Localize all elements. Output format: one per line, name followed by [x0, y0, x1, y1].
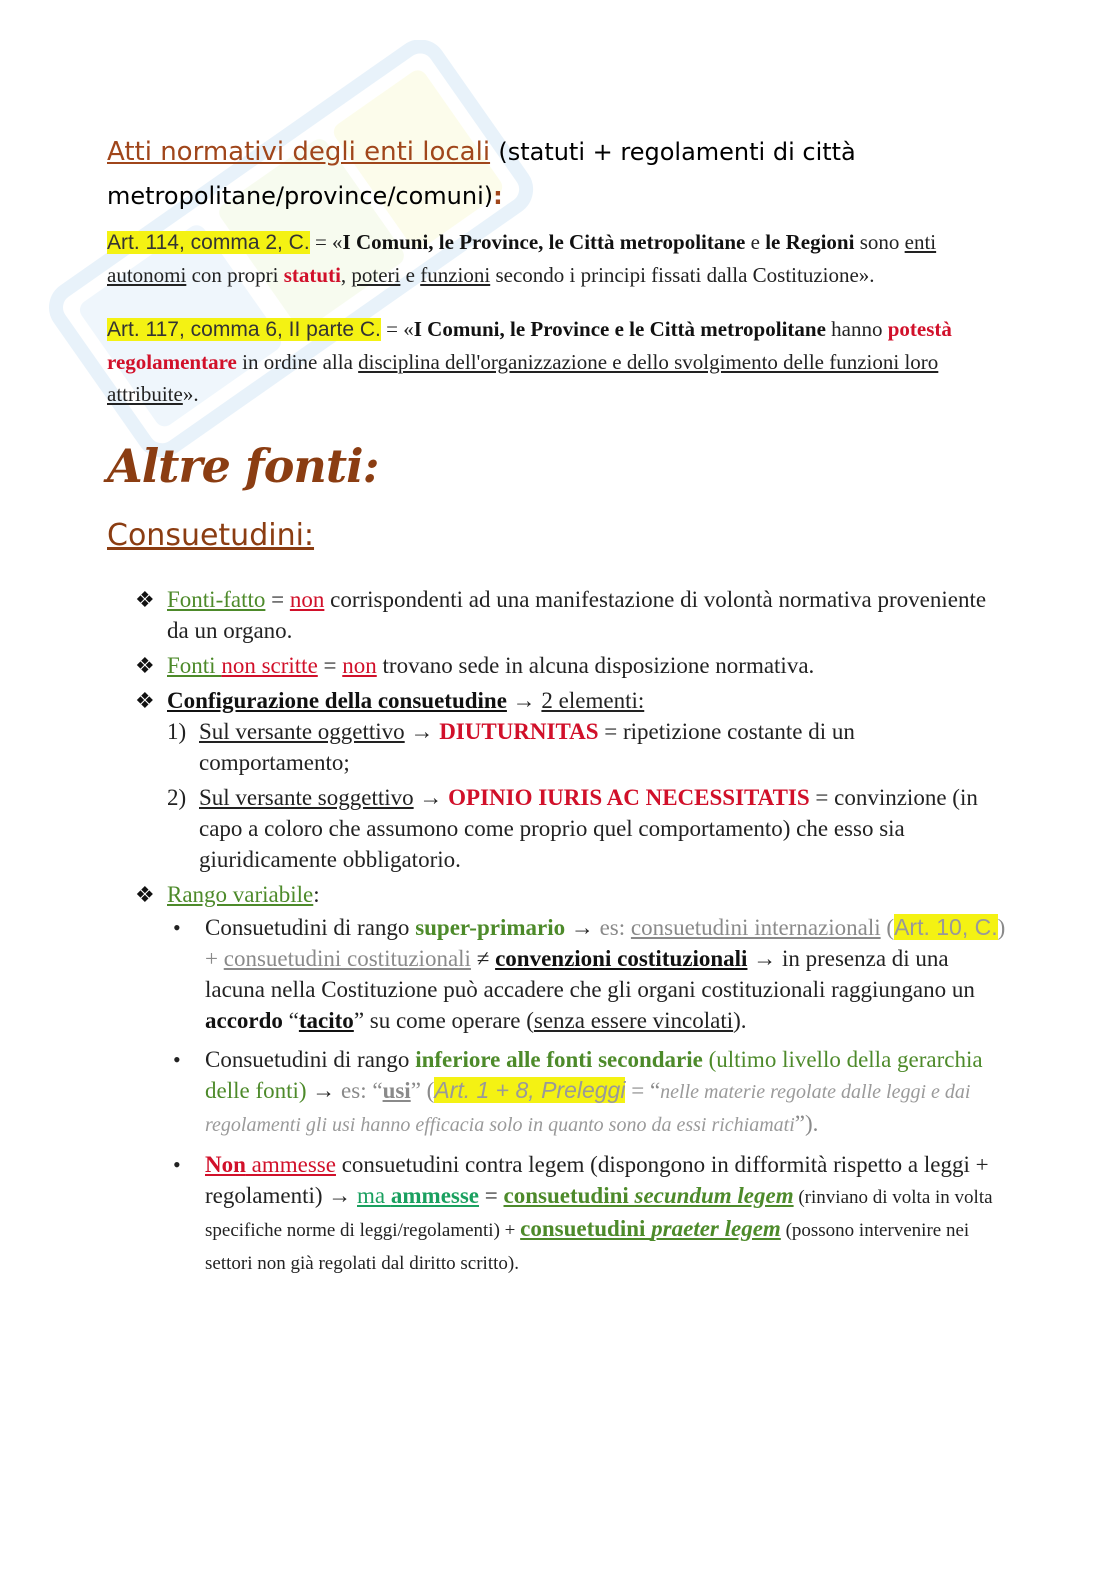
- heading-altre-fonti: Altre fonti:: [107, 439, 379, 493]
- list-item: ❖ Rango variabile:: [107, 879, 1007, 910]
- diamond-bullet-icon: ❖: [135, 587, 155, 612]
- dot-bullet-icon: •: [173, 1047, 181, 1072]
- heading-consuetudini: Consuetudini:: [107, 518, 315, 553]
- list-item: ❖ Configurazione della consuetudine → 2 elementi:: [107, 685, 1007, 716]
- diamond-bullet-icon: ❖: [135, 653, 155, 678]
- list-item: • Consuetudini di rango super-primario → es: consuetudini internazionali (Art. 10, C.) + consuetudini costituzionali ≠ convenzioni costituzionali → in presenza di una lacuna nella Costituzione può accadere che gli organi costituzionali raggiungano un accordo “tacito” su come operare (senza essere vincolati).: [173, 914, 1006, 1033]
- diamond-bullet-icon: ❖: [135, 688, 155, 713]
- list-item: ❖ Fonti non scritte = non trovano sede in alcuna disposizione normativa.: [107, 650, 1007, 681]
- art-114-paragraph: Art. 114, comma 2, C. = «I Comuni, le Province, le Città metropolitane e le Regioni sono enti autonomi con propri statuti, poteri e funzioni secondo i principi fissati dalla Costituzione».: [107, 230, 937, 287]
- numbered-item: 1) Sul versante oggettivo → DIUTURNITAS = ripetizione costante di un comportamento;: [167, 719, 855, 775]
- list-item: ❖ Fonti-fatto = non corrispondenti ad una manifestazione di volontà normativa proveniente da un organo.: [107, 584, 1007, 646]
- numbered-item: 2) Sul versante soggettivo → OPINIO IURIS AC NECESSITATIS = convinzione (in capo a coloro che assumono come proprio quel comportamento) che esso sia giuridicamente obbligatorio.: [167, 785, 978, 872]
- dot-bullet-icon: •: [173, 915, 181, 940]
- list-item: • Non ammesse consuetudini contra legem (dispongono in difformità rispetto a leggi + regolamenti) → ma ammesse = consuetudini secundum legem (rinviano di volta in volta specifiche norme di leggi/regolamenti) + consuetudini praeter legem (possono intervenire nei settori non già regolati dal diritto scritto).: [107, 1149, 1007, 1279]
- dot-bullet-icon: •: [173, 1152, 181, 1177]
- art-117-paragraph: Art. 117, comma 6, II parte C. = «I Comuni, le Province e le Città metropolitane hanno potestà regolamentare in ordine alla disciplina dell'organizzazione e dello svolgimento delle funzioni loro attribuite».: [107, 317, 952, 406]
- consuetudini-list: [107, 584, 1007, 1279]
- section-title-enti-locali: Atti normativi degli enti locali (statuti + regolamenti di città metropolitane/province/comuni):: [107, 137, 856, 210]
- list-item: • Consuetudini di rango inferiore alle fonti secondarie (ultimo livello della gerarchia delle fonti) → es: “usi” (Art. 1 + 8, Preleggi = “nelle materie regolate dalle leggi e dai regolamenti gli usi hanno efficacia solo in quanto sono da essi richiamati”).: [107, 1044, 1007, 1141]
- diamond-bullet-icon: ❖: [135, 882, 155, 907]
- content: [107, 130, 1007, 1279]
